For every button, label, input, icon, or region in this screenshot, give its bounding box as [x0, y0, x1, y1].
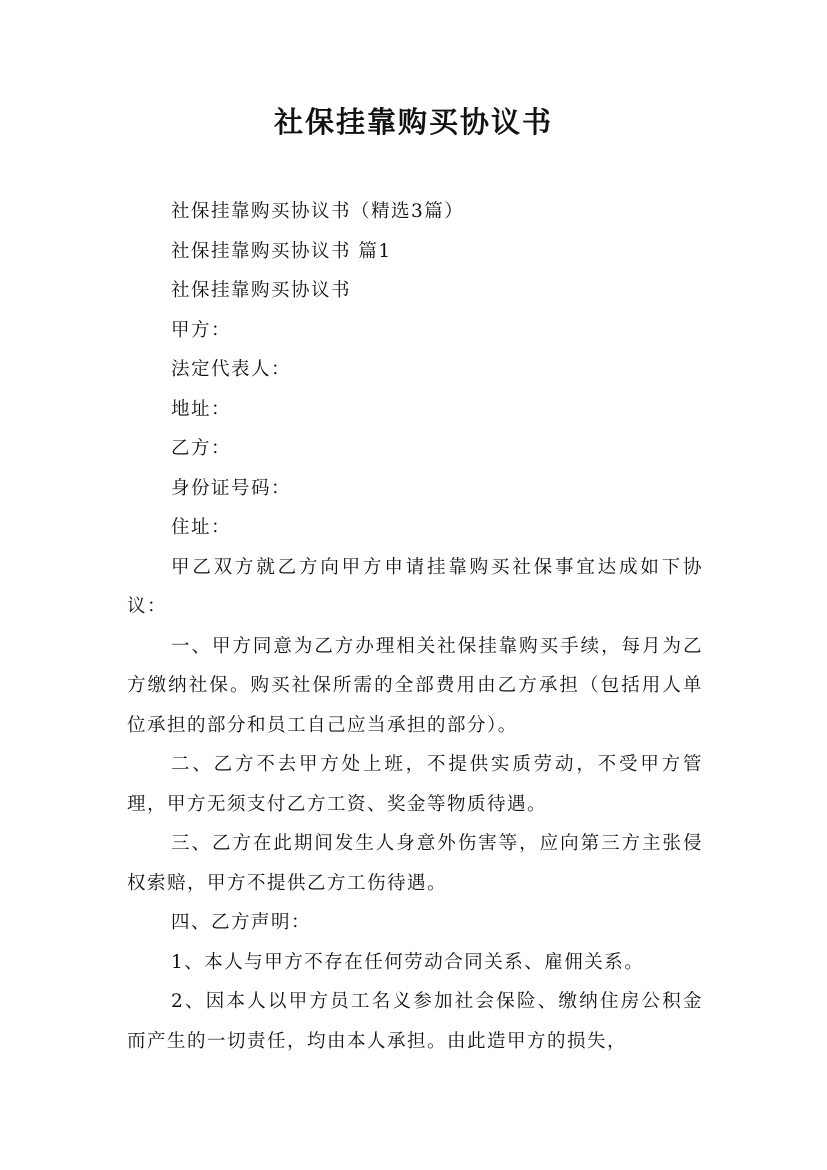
id-number-label: 身份证号码：	[171, 477, 292, 499]
legal-representative-label: 法定代表人：	[171, 359, 292, 380]
address-label: 地址：	[171, 398, 232, 420]
paragraph-clause-4-heading: 四、乙方声明：	[171, 912, 312, 933]
paragraph-intro: 甲乙双方就乙方向甲方申请挂靠购买社保事宜达成如下协议：	[127, 556, 703, 617]
document-body	[127, 192, 703, 1061]
doc-line-section-heading: 社保挂靠购买协议书 篇1	[171, 240, 392, 262]
paragraph-statement-2: 2、因本人以甲方员工名义参加社会保险、缴纳住房公积金而产生的一切责任，均由本人承担。由此造甲方的损失，	[127, 991, 703, 1052]
party-a-label: 甲方：	[171, 319, 232, 341]
paragraph-clause-3: 三、乙方在此期间发生人身意外伤害等，应向第三方主张侵权索赔，甲方不提供乙方工伤待遇。	[127, 833, 703, 894]
doc-line-subtitle: 社保挂靠购买协议书（精选3篇）	[171, 201, 465, 222]
document-title: 社保挂靠购买协议书	[273, 105, 553, 139]
paragraph-clause-1: 一、甲方同意为乙方办理相关社保挂靠购买手续，每月为乙方缴纳社保。购买社保所需的全部费用由乙方承担（包括用人单位承担的部分和员工自己应当承担的部分）。	[127, 635, 703, 736]
party-b-label: 乙方：	[171, 438, 232, 459]
paragraph-clause-2: 二、乙方不去甲方处上班，不提供实质劳动，不受甲方管理，甲方无须支付乙方工资、奖金等物质待遇。	[127, 754, 703, 815]
doc-line-contract-name: 社保挂靠购买协议书	[171, 280, 352, 301]
residence-label: 住址：	[171, 517, 232, 538]
paragraph-statement-1: 1、本人与甲方不存在任何劳动合同关系、雇佣关系。	[171, 951, 645, 973]
